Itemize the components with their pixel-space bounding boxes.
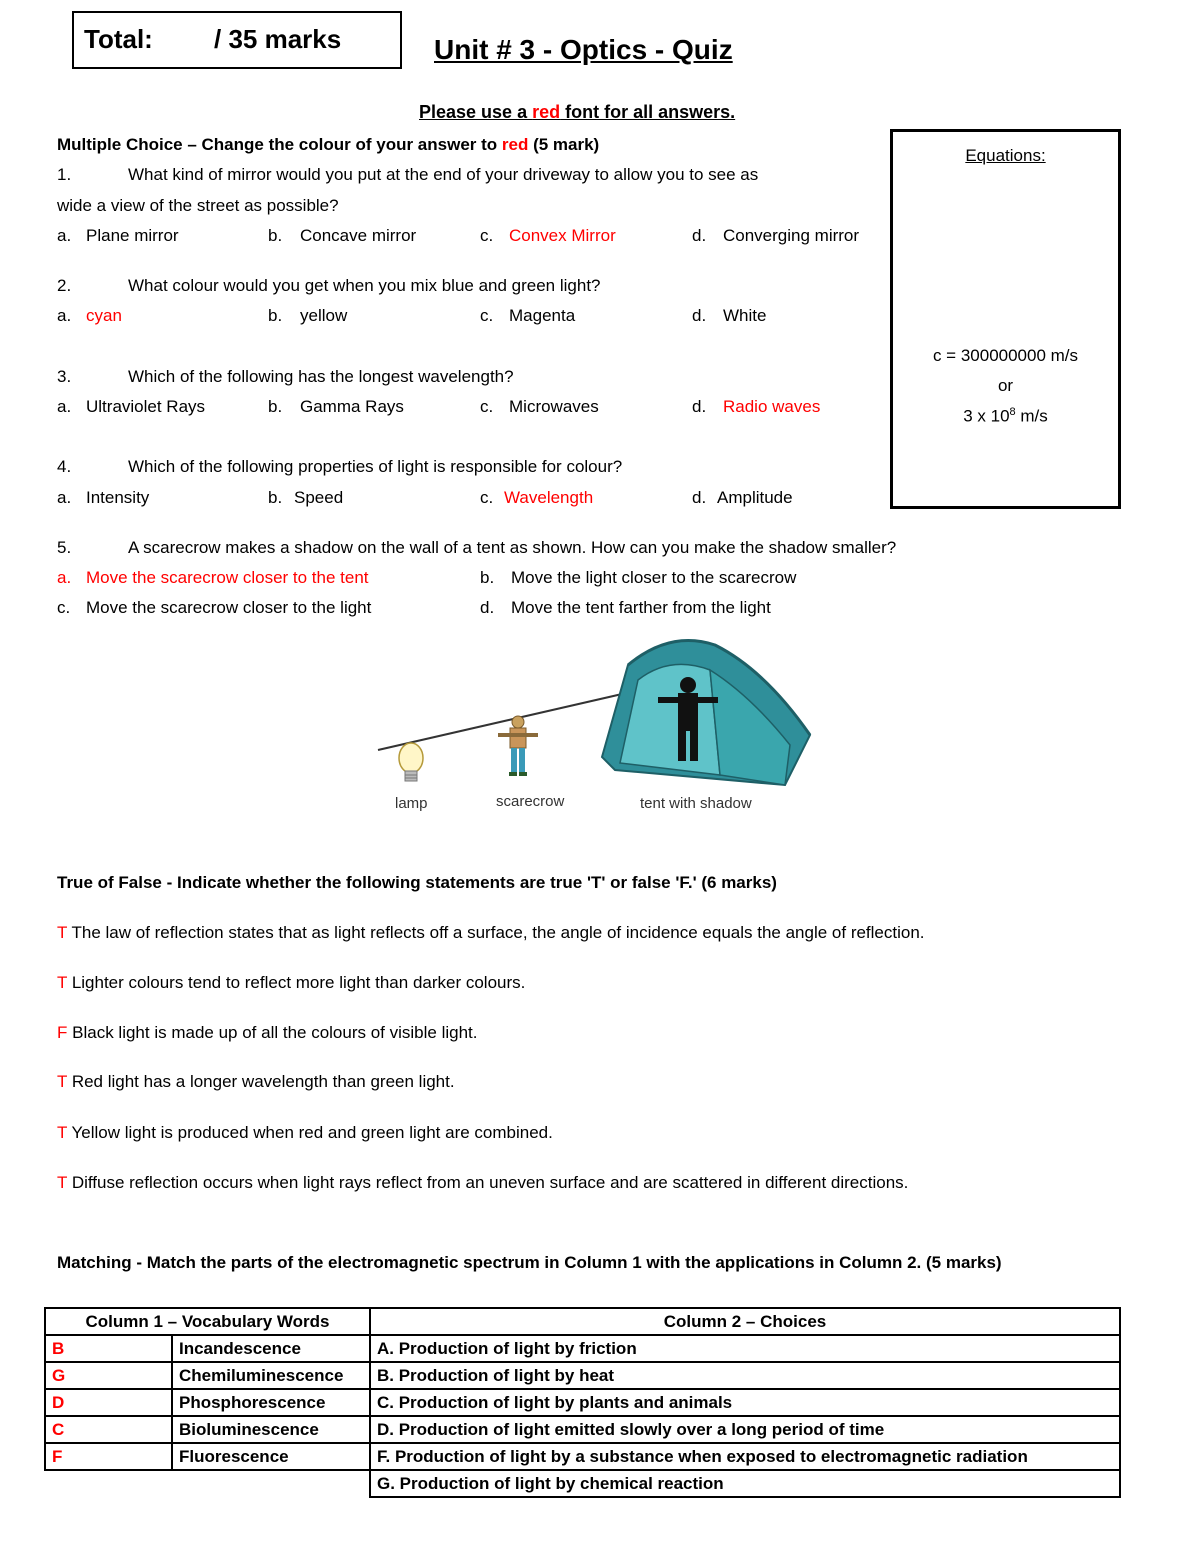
column-1-header: Column 1 – Vocabulary Words [45,1308,370,1335]
tf-item: T Lighter colours tend to reflect more light than darker colours. [57,973,526,992]
match-answer: D [45,1389,172,1416]
option-letter: c. [480,397,494,416]
option-letter: b. [268,306,283,325]
option-letter: c. [480,306,494,325]
table-row [45,1389,1120,1416]
tf-item: T Yellow light is produced when red and green light are combined. [57,1123,553,1142]
question-number: 4. [57,457,72,476]
question-number: 1. [57,165,72,184]
option-letter: a. [57,488,72,507]
question-text: Which of the following properties of light is responsible for colour? [128,457,623,476]
choice: C. Production of light by plants and animals [370,1389,1120,1416]
option-text: Microwaves [509,397,599,416]
option-letter: a. [57,226,72,245]
option-text: White [723,306,767,325]
figure-label-tent: tent with shadow [640,795,752,812]
option-text: Gamma Rays [300,397,404,416]
option-text: Ultraviolet Rays [86,397,206,416]
column-2-header: Column 2 – Choices [370,1308,1120,1335]
option-letter: b. [268,488,283,507]
vocabulary-word: Bioluminescence [172,1416,370,1443]
match-answer: F [45,1443,172,1470]
question-number: 3. [57,367,72,386]
table-row [45,1443,1120,1470]
tf-item: T Red light has a longer wavelength than green light. [57,1072,455,1091]
option-text: Intensity [86,488,150,507]
option-letter: b. [268,226,283,245]
option-text: Plane mirror [86,226,179,245]
option-letter: d. [692,488,707,507]
tf-item: T The law of reflection states that as light reflects off a surface, the angle of incidence equals the angle of reflection. [57,923,925,942]
option-text-answer: cyan [86,306,122,325]
scarecrow-shadow-figure [370,625,830,825]
table-header-row [45,1308,1120,1335]
option-letter: d. [692,306,707,325]
blank-cell [45,1470,370,1497]
option-text: Magenta [509,306,576,325]
option-letter: d. [480,598,495,617]
vocabulary-word: Phosphorescence [172,1389,370,1416]
equation-line-1: c = 300000000 m/s [932,346,1079,365]
equations-title: Equations: [965,146,1046,165]
choice: F. Production of light by a substance when exposed to electromagnetic radiation [370,1443,1120,1470]
tf-answer: T [57,1173,68,1192]
question-text: What colour would you get when you mix blue and green light? [128,276,601,295]
tf-item: T Diffuse reflection occurs when light rays reflect from an uneven surface and are scattered in different directions. [57,1173,909,1192]
question-text: Which of the following has the longest wavelength? [128,367,514,386]
question-number: 5. [57,538,72,557]
option-letter: c. [57,598,71,617]
option-letter-answer: a. [57,568,72,587]
table-row [45,1416,1120,1443]
table-row [45,1362,1120,1389]
vocabulary-word: Chemiluminescence [172,1362,370,1389]
matching-table [44,1307,1121,1498]
match-answer: B [45,1335,172,1362]
choice: B. Production of light by heat [370,1362,1120,1389]
vocabulary-word: Fluorescence [172,1443,370,1470]
mc-heading: Multiple Choice – Change the colour of your answer to red (5 mark) [57,135,600,154]
question-number: 2. [57,276,72,295]
option-text: yellow [300,306,348,325]
scarecrow-icon [498,716,538,776]
option-letter: d. [692,397,707,416]
figure-label-lamp: lamp [395,795,428,812]
tent-icon [602,641,810,786]
tf-item: F Black light is made up of all the colours of visible light. [57,1023,478,1042]
option-text: Move the light closer to the scarecrow [511,568,797,587]
option-text: Concave mirror [300,226,417,245]
option-text: Amplitude [717,488,793,507]
option-letter: c. [480,226,494,245]
option-text-answer: Convex Mirror [509,226,616,245]
choice: G. Production of light by chemical reaction [370,1470,1120,1497]
question-text-cont: wide a view of the street as possible? [57,196,339,215]
choice: A. Production of light by friction [370,1335,1120,1362]
equation-line-3: 3 x $10^8$ m/s [963,406,1048,426]
tf-answer: F [57,1023,68,1042]
tf-answer: T [57,923,68,942]
table-row [45,1470,1120,1497]
lamp-icon [399,743,423,781]
question-text: A scarecrow makes a shadow on the wall of a tent as shown. How can you make the shadow smaller? [128,538,897,557]
option-text-answer: Move the scarecrow closer to the tent [86,568,369,587]
instruction: Please use a red font for all answers. [419,102,736,122]
option-letter: a. [57,306,72,325]
option-letter: b. [480,568,495,587]
option-text: Move the scarecrow closer to the light [86,598,372,617]
option-text-answer: Wavelength [504,488,594,507]
tf-heading: True of False - Indicate whether the following statements are true 'T' or false 'F.' (6 marks) [57,873,777,892]
option-letter: c. [480,488,494,507]
figure-label-scarecrow: scarecrow [496,793,565,810]
tf-answer: T [57,1123,68,1142]
table-row [45,1335,1120,1362]
option-letter: a. [57,397,72,416]
total-marks: / 35 marks [214,24,342,54]
match-answer: G [45,1362,172,1389]
option-text-answer: Radio waves [723,397,821,416]
page-title: Unit # 3 - Optics - Quiz [434,34,733,65]
option-letter: b. [268,397,283,416]
total-label: Total: [84,24,153,54]
matching-heading: Matching - Match the parts of the electromagnetic spectrum in Column 1 with the applications in Column 2. (5 marks) [57,1253,1002,1272]
vocabulary-word: Incandescence [172,1335,370,1362]
option-text: Speed [294,488,344,507]
tf-answer: T [57,973,68,992]
question-text: What kind of mirror would you put at the end of your driveway to allow you to see as [128,165,759,184]
option-text: Converging mirror [723,226,860,245]
match-answer: C [45,1416,172,1443]
equations-box [890,129,1121,509]
tf-answer: T [57,1072,68,1091]
choice: D. Production of light emitted slowly over a long period of time [370,1416,1120,1443]
option-text: Move the tent farther from the light [511,598,771,617]
equation-line-2: or [997,376,1014,395]
option-letter: d. [692,226,707,245]
